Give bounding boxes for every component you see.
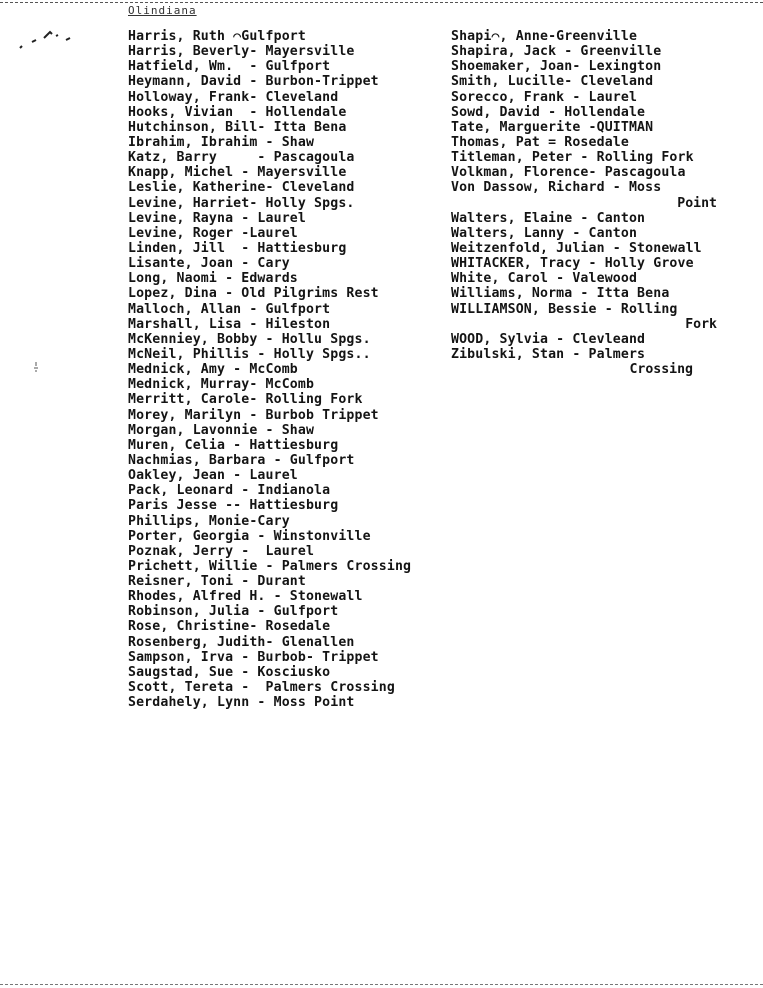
left-name-column <box>128 29 458 710</box>
list-item: Morey, Marilyn - Burbob Trippet <box>128 407 379 423</box>
right-name-column <box>451 29 751 377</box>
list-item: Volkman, Florence- Pascagoula <box>451 165 686 181</box>
list-item: Linden, Jill - Hattiesburg <box>128 240 347 256</box>
list-item: Katz, Barry - Pascagoula <box>128 150 355 166</box>
list-item: Sowd, David - Hollendale <box>451 104 646 120</box>
list-item: Long, Naomi - Edwards <box>128 271 298 287</box>
list-item: Heymann, David - Burbon-Trippet <box>128 74 379 90</box>
list-item: Saugstad, Sue - Kosciusko <box>128 664 331 680</box>
list-item: Harris, Beverly- Mayersville <box>128 44 355 60</box>
list-item: Thomas, Pat = Rosedale <box>451 134 629 150</box>
list-item: Prichett, Willie - Palmers Crossing <box>128 558 412 574</box>
list-item: Sorecco, Frank - Laurel <box>451 89 638 105</box>
margin-scribble-icon <box>18 26 78 52</box>
list-item: Hooks, Vivian - Hollendale <box>128 104 347 120</box>
list-item: Rhodes, Alfred H. - Stonewall <box>128 589 363 605</box>
list-item: Williams, Norma - Itta Bena <box>451 286 670 302</box>
list-item: Mednick, Amy - McComb <box>128 362 298 378</box>
list-item: Lopez, Dina - Old Pilgrims Rest <box>128 286 379 302</box>
list-item: Scott, Tereta - Palmers Crossing <box>128 680 395 696</box>
list-item: Walters, Elaine - Canton <box>451 210 646 226</box>
header-mark: Olindiana <box>128 4 197 17</box>
top-edge-line <box>0 2 763 3</box>
list-item: Malloch, Allan - Gulfport <box>128 301 331 317</box>
list-item: Von Dassow, Richard - Moss <box>451 180 662 196</box>
list-item: Smith, Lucille- Cleveland <box>451 74 654 90</box>
list-item: Weitzenfold, Julian - Stonewall <box>451 240 702 256</box>
list-item: Mednick, Murray- McComb <box>128 377 315 393</box>
list-item: Rosenberg, Judith- Glenallen <box>128 634 355 650</box>
list-item: Shoemaker, Joan- Lexington <box>451 59 662 75</box>
list-item: McKenniey, Bobby - Hollu Spgs. <box>128 331 371 347</box>
list-item: Levine, Harriet- Holly Spgs. <box>128 195 355 211</box>
list-item: Poznak, Jerry - Laurel <box>128 543 315 559</box>
list-item: Paris Jesse -- Hattiesburg <box>128 498 339 514</box>
list-item: Levine, Roger -Laurel <box>128 225 298 241</box>
list-item: Robinson, Julia - Gulfport <box>128 604 339 620</box>
list-item: White, Carol - Valewood <box>451 271 638 287</box>
list-item: Phillips, Monie-Cary <box>128 513 290 529</box>
list-item-continuation: Fork <box>685 316 717 332</box>
list-item: Harris, Ruth ⌒Gulfport <box>128 29 306 44</box>
list-item: Porter, Georgia - Winstonville <box>128 528 371 544</box>
list-item: Reisner, Toni - Durant <box>128 574 306 590</box>
list-item: Marshall, Lisa - Hileston <box>128 316 331 332</box>
list-item: Knapp, Michel - Mayersville <box>128 165 347 181</box>
list-item: Pack, Leonard - Indianola <box>128 483 331 499</box>
list-item-continuation: Crossing <box>629 362 693 378</box>
list-item: Lisante, Joan - Cary <box>128 256 290 272</box>
list-item-continuation: Point <box>677 195 717 211</box>
list-item: Rose, Christine- Rosedale <box>128 619 331 635</box>
list-item: Ibrahim, Ibrahim - Shaw <box>128 134 315 150</box>
list-item: Tate, Marguerite -QUITMAN <box>451 119 654 135</box>
list-item: Leslie, Katherine- Cleveland <box>128 180 355 196</box>
list-item: Hatfield, Wm. - Gulfport <box>128 59 331 75</box>
list-item: Titleman, Peter - Rolling Fork <box>451 150 694 166</box>
list-item: Walters, Lanny - Canton <box>451 225 638 241</box>
list-item: Nachmias, Barbara - Gulfport <box>128 452 355 468</box>
list-item: Levine, Rayna - Laurel <box>128 210 306 226</box>
bottom-edge-line <box>0 984 763 985</box>
list-item: Merritt, Carole- Rolling Fork <box>128 392 363 408</box>
list-item: WHITACKER, Tracy - Holly Grove <box>451 256 694 272</box>
list-item: Muren, Celia - Hattiesburg <box>128 437 339 453</box>
list-item: Holloway, Frank- Cleveland <box>128 89 339 105</box>
list-item: WOOD, Sylvia - Clevleand <box>451 331 646 347</box>
list-item: WILLIAMSON, Bessie - Rolling <box>451 301 678 317</box>
list-item: Oakley, Jean - Laurel <box>128 468 298 484</box>
list-item: Morgan, Lavonnie - Shaw <box>128 422 315 438</box>
list-item: Shapira, Jack - Greenville <box>451 44 662 60</box>
list-item: Serdahely, Lynn - Moss Point <box>128 695 355 711</box>
margin-mark-icon <box>33 362 39 372</box>
list-item: Hutchinson, Bill- Itta Bena <box>128 119 347 135</box>
list-item: Sampson, Irva - Burbob- Trippet <box>128 649 379 665</box>
list-item: Zibulski, Stan - Palmers <box>451 346 646 362</box>
list-item: Shapi⌒, Anne-Greenville <box>451 29 638 44</box>
list-item: McNeil, Phillis - Holly Spgs.. <box>128 346 371 362</box>
